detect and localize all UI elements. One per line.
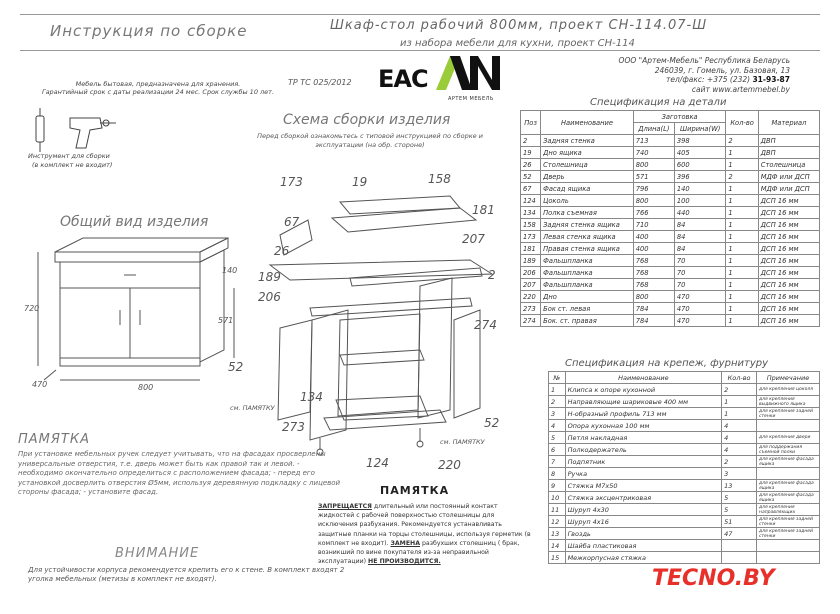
- parts-cell: 189: [521, 255, 541, 267]
- hcol-note: Примечание: [757, 372, 820, 384]
- hardware-row: [549, 468, 820, 480]
- parts-cell: 800: [633, 159, 674, 171]
- parts-cell: 768: [633, 255, 674, 267]
- parts-cell: 768: [633, 279, 674, 291]
- parts-cell: 1: [726, 267, 758, 279]
- parts-cell: 70: [674, 255, 725, 267]
- intro-line-2: Гарантийный срок с даты реализации 24 мес. Срок службы 10 лет.: [41, 88, 275, 96]
- hcol-pos: №: [549, 372, 566, 384]
- hardware-header-row: [549, 372, 820, 384]
- company-line-1: ООО "Артем-Мебель" Республика Беларусь: [618, 56, 790, 65]
- hardware-cell: 13: [722, 480, 757, 492]
- parts-cell: 470: [674, 291, 725, 303]
- hardware-cell: 2: [549, 396, 566, 408]
- hardware-cell: [757, 468, 820, 480]
- memo-center-title: ПАМЯТКА: [380, 484, 450, 497]
- hardware-row: [549, 396, 820, 408]
- parts-row: [521, 135, 820, 147]
- countertop-top: [55, 238, 228, 252]
- tools-note: (в комплект не входит): [32, 161, 113, 169]
- parts-cell: 124: [521, 195, 541, 207]
- parts-cell: 1: [726, 279, 758, 291]
- parts-cell: ДСП 16 мм: [758, 315, 819, 327]
- parts-cell: ДСП 16 мм: [758, 231, 819, 243]
- hardware-cell: Подпятник: [565, 456, 722, 468]
- brand-sub: АРТЕМ МЕБЕЛЬ: [448, 96, 494, 102]
- parts-cell: 400: [633, 231, 674, 243]
- brand-logo: [432, 50, 502, 100]
- hcol-name: Наименование: [565, 372, 722, 384]
- parts-cell: ДВП: [758, 135, 819, 147]
- parts-row: [521, 303, 820, 315]
- hardware-row: [549, 492, 820, 504]
- parts-row: [521, 195, 820, 207]
- plinth: [60, 358, 200, 366]
- parts-cell: 70: [674, 267, 725, 279]
- parts-cell: 800: [633, 291, 674, 303]
- callout-52-left: 52: [228, 360, 244, 374]
- hardware-cell: 1: [549, 384, 566, 396]
- hardware-cell: 2: [722, 384, 757, 396]
- hardware-cell: Гвоздь: [565, 528, 722, 540]
- general-view-drawing: [20, 230, 245, 400]
- parts-cell: МДФ или ДСП: [758, 183, 819, 195]
- warning-title: ВНИМАНИЕ: [115, 546, 200, 561]
- parts-cell: 710: [633, 219, 674, 231]
- hardware-cell: Шайба пластиковая: [565, 540, 722, 552]
- parts-cell: 1: [726, 147, 758, 159]
- parts-cell: Левая стенка ящика: [541, 231, 634, 243]
- hardware-cell: 1: [722, 396, 757, 408]
- parts-row: [521, 183, 820, 195]
- parts-cell: 1: [726, 207, 758, 219]
- parts-cell: Бок. ст. правая: [541, 315, 634, 327]
- col-blank: Заготовка: [633, 111, 726, 123]
- hardware-cell: 4: [722, 444, 757, 456]
- parts-cell: 784: [633, 315, 674, 327]
- parts-cell: 84: [674, 219, 725, 231]
- hardware-row: [549, 456, 820, 468]
- parts-row: [521, 231, 820, 243]
- hardware-cell: 1: [722, 408, 757, 420]
- parts-cell: Задняя стенка ящика: [541, 219, 634, 231]
- parts-cell: 26: [521, 159, 541, 171]
- hardware-cell: 9: [549, 480, 566, 492]
- dim-drawer: 140: [222, 266, 238, 275]
- parts-cell: Фасад ящика: [541, 183, 634, 195]
- parts-cell: 1: [726, 315, 758, 327]
- parts-cell: 173: [521, 231, 541, 243]
- callout-158: 158: [428, 172, 451, 186]
- parts-cell: ДСП 16 мм: [758, 243, 819, 255]
- intro-line-1: Мебель бытовая, предназначена для хранения.: [75, 80, 241, 88]
- parts-cell: 784: [633, 303, 674, 315]
- parts-cell: Столешница: [541, 159, 634, 171]
- hardware-cell: Межкорпусная стяжка: [565, 552, 722, 564]
- parts-cell: 1: [726, 255, 758, 267]
- hardware-row: [549, 528, 820, 540]
- hardware-row: [549, 540, 820, 552]
- hardware-cell: 4: [549, 420, 566, 432]
- parts-cell: 740: [633, 147, 674, 159]
- parts-cell: 84: [674, 231, 725, 243]
- dim-width: 800: [138, 383, 154, 392]
- parts-cell: МДФ или ДСП: [758, 171, 819, 183]
- parts-cell: 134: [521, 207, 541, 219]
- hardware-cell: для крепления фасада ящика: [757, 456, 820, 468]
- parts-cell: 70: [674, 279, 725, 291]
- hardware-cell: 7: [549, 456, 566, 468]
- memo-prohibited: ЗАПРЕЩАЕТСЯ: [318, 503, 372, 510]
- parts-cell: Задняя стенка: [541, 135, 634, 147]
- shelf-part: [340, 350, 424, 365]
- tr-ts-label: ТР ТС 025/2012: [288, 78, 352, 87]
- parts-cell: 1: [726, 219, 758, 231]
- dim-door: 571: [218, 316, 234, 325]
- parts-cell: 713: [633, 135, 674, 147]
- hardware-cell: 10: [549, 492, 566, 504]
- hardware-cell: 47: [722, 528, 757, 540]
- hardware-cell: 5: [722, 504, 757, 516]
- callout-134: 134: [300, 390, 323, 404]
- parts-row: [521, 255, 820, 267]
- general-view-title: Общий вид изделия: [60, 214, 209, 230]
- parts-cell: ДСП 16 мм: [758, 207, 819, 219]
- hardware-cell: 14: [549, 540, 566, 552]
- hardware-cell: для крепления задней стенки: [757, 408, 820, 420]
- callout-52-right: 52: [484, 416, 500, 430]
- parts-cell: 1: [726, 231, 758, 243]
- memo-text-2: разбухших столешниц ( брак, возникший по вине покупателя из-за неправильной эксплуатации): [318, 539, 520, 566]
- callout-273: 273: [282, 420, 305, 434]
- col-qty: Кол-во: [726, 111, 758, 135]
- parts-row: [521, 243, 820, 255]
- parts-cell: 571: [633, 171, 674, 183]
- hardware-cell: Полкодержатель: [565, 444, 722, 456]
- callout-206: 206: [258, 290, 281, 304]
- hardware-cell: для поддержания съемной полки: [757, 444, 820, 456]
- product-subtitle: из набора мебели для кухни, проект СН-114: [400, 38, 635, 49]
- warning-text: Для устойчивости корпуса рекомендуется крепить его к стене. В комплект входят 2 уголка мебельных (метизы в комплект не входят).: [28, 566, 345, 583]
- parts-cell: ДСП 16 мм: [758, 195, 819, 207]
- hardware-cell: [722, 552, 757, 564]
- parts-cell: 207: [521, 279, 541, 291]
- hardware-row: [549, 408, 820, 420]
- parts-cell: Полка съемная: [541, 207, 634, 219]
- parts-cell: 84: [674, 243, 725, 255]
- hardware-cell: Стяжка эксцентриковая: [565, 492, 722, 504]
- parts-cell: 796: [633, 183, 674, 195]
- parts-header-row: [521, 111, 820, 123]
- parts-cell: 440: [674, 207, 725, 219]
- hardware-cell: 5: [549, 432, 566, 444]
- company-phone: 31-93-87: [752, 75, 790, 84]
- hardware-row: [549, 552, 820, 564]
- tecno-watermark: TECNO.BY: [652, 566, 775, 591]
- callout-173: 173: [280, 175, 303, 189]
- callout-220: 220: [438, 458, 461, 472]
- parts-cell: ДСП 16 мм: [758, 279, 819, 291]
- callout-274: 274: [474, 318, 497, 332]
- parts-row: [521, 291, 820, 303]
- parts-row: [521, 267, 820, 279]
- parts-cell: ДСП 16 мм: [758, 255, 819, 267]
- col-pos: Поз: [521, 111, 541, 135]
- parts-cell: 1: [726, 243, 758, 255]
- hardware-body: [549, 384, 820, 564]
- drawer-bottom-part: [332, 208, 476, 232]
- top-border: [20, 14, 820, 15]
- parts-cell: 2: [726, 135, 758, 147]
- parts-row: [521, 171, 820, 183]
- hardware-cell: 3: [722, 468, 757, 480]
- parts-spec-table: [520, 110, 820, 327]
- hardware-cell: Направляющие шариковые 400 мм: [565, 396, 722, 408]
- parts-cell: ДСП 16 мм: [758, 303, 819, 315]
- hardware-cell: для крепления задней стенки: [757, 516, 820, 528]
- memo-left-text: При установке мебельных ручек следует учитывать, что на фасадах просверлены универсальные отверстия, т.е. дверь может быть как правой так и левой. - необходимо окончательно определиться с расположением фасада; - перед его установкой досверлить отверстия Ø5мм, используя деревянную подкладку с лицевой стороны фасада; - установите фасад.: [18, 450, 341, 496]
- hardware-cell: 15: [549, 552, 566, 564]
- col-material: Материал: [758, 111, 819, 135]
- hardware-cell: 4: [722, 420, 757, 432]
- parts-cell: 1: [726, 291, 758, 303]
- col-width: Ширина(W): [674, 123, 725, 135]
- hardware-cell: 6: [549, 444, 566, 456]
- company-tel-prefix: тел/факс: +375 (232): [666, 75, 751, 84]
- memo-replacement: ЗАМЕНА: [390, 539, 421, 547]
- hardware-cell: для крепления направляющих: [757, 504, 820, 516]
- hardware-cell: [757, 552, 820, 564]
- intro-text: [28, 80, 288, 96]
- tools-label: Инструмент для сборки: [28, 152, 110, 160]
- callout-207: 207: [462, 232, 485, 246]
- hardware-cell: Петля накладная: [565, 432, 722, 444]
- parts-cell: 405: [674, 147, 725, 159]
- hardware-row: [549, 504, 820, 516]
- hardware-row: [549, 420, 820, 432]
- parts-cell: Дно: [541, 291, 634, 303]
- parts-cell: ДВП: [758, 147, 819, 159]
- hardware-cell: Н-образный профиль 713 мм: [565, 408, 722, 420]
- callout-124: 124: [366, 456, 389, 470]
- parts-cell: Правая стенка ящика: [541, 243, 634, 255]
- parts-row: [521, 159, 820, 171]
- parts-cell: 398: [674, 135, 725, 147]
- hardware-cell: для крепления задней стенки: [757, 528, 820, 540]
- hardware-row: [549, 432, 820, 444]
- parts-cell: 100: [674, 195, 725, 207]
- drill-icon: [70, 118, 116, 148]
- parts-cell: 396: [674, 171, 725, 183]
- parts-cell: 2: [726, 171, 758, 183]
- hardware-cell: для крепления фасада ящика: [757, 480, 820, 492]
- parts-cell: 220: [521, 291, 541, 303]
- hardware-cell: для крепления фасада ящика: [757, 492, 820, 504]
- plinth-part: [324, 410, 446, 430]
- callout-181: 181: [472, 203, 495, 217]
- see-memo-left: см. ПАМЯТКУ: [230, 404, 275, 412]
- memo-left-title: ПАМЯТКА: [18, 432, 90, 447]
- hardware-cell: 5: [722, 492, 757, 504]
- instruction-title: Инструкция по сборке: [50, 22, 248, 40]
- tools-illustration: [30, 98, 130, 156]
- hardware-row: [549, 480, 820, 492]
- hardware-spec-title: Спецификация на крепеж, фурнитуру: [565, 358, 768, 369]
- memo-not-done: НЕ ПРОИЗВОДИТСЯ.: [368, 558, 441, 566]
- parts-cell: ДСП 16 мм: [758, 267, 819, 279]
- header-divider: [20, 50, 820, 51]
- callout-19: 19: [352, 175, 368, 189]
- parts-row: [521, 147, 820, 159]
- parts-cell: 206: [521, 267, 541, 279]
- hardware-cell: 13: [549, 528, 566, 540]
- hardware-spec-table: [548, 371, 820, 564]
- parts-cell: Дно ящика: [541, 147, 634, 159]
- hardware-row: [549, 384, 820, 396]
- hardware-row: [549, 516, 820, 528]
- parts-spec-title: Спецификация на детали: [590, 97, 727, 108]
- parts-cell: Столешница: [758, 159, 819, 171]
- parts-cell: Фальшпланка: [541, 267, 634, 279]
- parts-cell: 766: [633, 207, 674, 219]
- parts-cell: 158: [521, 219, 541, 231]
- hardware-cell: Стяжка М7х50: [565, 480, 722, 492]
- dim-depth: 470: [32, 380, 48, 389]
- company-line-3: [580, 75, 790, 85]
- company-line-4: сайт www.artemmebel.by: [691, 84, 790, 94]
- hardware-cell: Шуруп 4х16: [565, 516, 722, 528]
- parts-cell: 600: [674, 159, 725, 171]
- hardware-cell: Ручка: [565, 468, 722, 480]
- scheme-note: Перед сборкой ознакомьтесь с типовой инструкцией по сборке и эксплуатации (на обр. стороне): [257, 132, 483, 149]
- parts-cell: ДСП 16 мм: [758, 291, 819, 303]
- hardware-row: [549, 444, 820, 456]
- parts-cell: 140: [674, 183, 725, 195]
- parts-cell: 800: [633, 195, 674, 207]
- parts-cell: 2: [521, 135, 541, 147]
- callout-26: 26: [274, 244, 290, 258]
- parts-row: [521, 279, 820, 291]
- parts-cell: 19: [521, 147, 541, 159]
- memo-center-text: [318, 502, 532, 566]
- parts-cell: 470: [674, 303, 725, 315]
- col-name: Наименование: [541, 111, 634, 135]
- hardware-cell: 12: [549, 516, 566, 528]
- hardware-cell: 8: [549, 468, 566, 480]
- hardware-cell: Шуруп 4х30: [565, 504, 722, 516]
- parts-cell: 273: [521, 303, 541, 315]
- parts-cell: Дверь: [541, 171, 634, 183]
- parts-cell: Цоколь: [541, 195, 634, 207]
- parts-cell: 274: [521, 315, 541, 327]
- see-memo-right: см. ПАМЯТКУ: [440, 438, 485, 446]
- hardware-cell: 11: [549, 504, 566, 516]
- hardware-cell: Клипса к опоре кухонной: [565, 384, 722, 396]
- parts-cell: Бок ст. левая: [541, 303, 634, 315]
- screwdriver-icon: [36, 108, 44, 152]
- hardware-cell: 51: [722, 516, 757, 528]
- hardware-cell: [722, 540, 757, 552]
- product-title: Шкаф-стол рабочий 800мм, проект СН-114.07-Ш: [330, 18, 708, 33]
- parts-cell: ДСП 16 мм: [758, 219, 819, 231]
- hardware-cell: 3: [549, 408, 566, 420]
- parts-row: [521, 219, 820, 231]
- company-info: [580, 56, 790, 94]
- callout-189: 189: [258, 270, 281, 284]
- left-side-part: [310, 310, 348, 440]
- parts-cell: 1: [726, 195, 758, 207]
- parts-cell: 400: [633, 243, 674, 255]
- parts-cell: Фальшпланка: [541, 279, 634, 291]
- parts-cell: 1: [726, 303, 758, 315]
- memo-text-1: длительный или постоянный контакт жидкостей с рабочей поверхностью столешницы для исключения разбухания. Рекомендуется устанавливать защитные планки на торцы столешницы, используя герметик (в комплект не входит).: [318, 503, 531, 547]
- parts-body: [521, 135, 820, 327]
- callout-67: 67: [284, 215, 300, 229]
- parts-cell: 768: [633, 267, 674, 279]
- parts-cell: 1: [726, 159, 758, 171]
- hardware-cell: Опора кухонная 100 мм: [565, 420, 722, 432]
- scheme-title: Схема сборки изделия: [283, 112, 451, 128]
- hardware-cell: 4: [722, 432, 757, 444]
- dim-height: 720: [24, 304, 40, 313]
- hardware-cell: 2: [722, 456, 757, 468]
- parts-row: [521, 207, 820, 219]
- company-line-2: 246039, г. Гомель, ул. Базовая, 13: [654, 65, 790, 75]
- hardware-cell: для крепления цоколя: [757, 384, 820, 396]
- parts-cell: 1: [726, 183, 758, 195]
- callout-2: 2: [488, 268, 496, 282]
- parts-cell: 52: [521, 171, 541, 183]
- hardware-cell: [757, 420, 820, 432]
- door-left-part: [278, 320, 312, 420]
- eac-logo: EAC: [378, 65, 428, 93]
- parts-cell: 181: [521, 243, 541, 255]
- parts-cell: 470: [674, 315, 725, 327]
- parts-row: [521, 315, 820, 327]
- countertop-front: [55, 252, 200, 262]
- parts-cell: Фальшпланка: [541, 255, 634, 267]
- hardware-cell: для крепления выдвижного ящика: [757, 396, 820, 408]
- hcol-qty: Кол-во: [722, 372, 757, 384]
- col-length: Длина(L): [633, 123, 674, 135]
- hardware-cell: [757, 540, 820, 552]
- parts-cell: 67: [521, 183, 541, 195]
- dim-depth-line: [44, 370, 56, 380]
- hardware-cell: для крепления двери: [757, 432, 820, 444]
